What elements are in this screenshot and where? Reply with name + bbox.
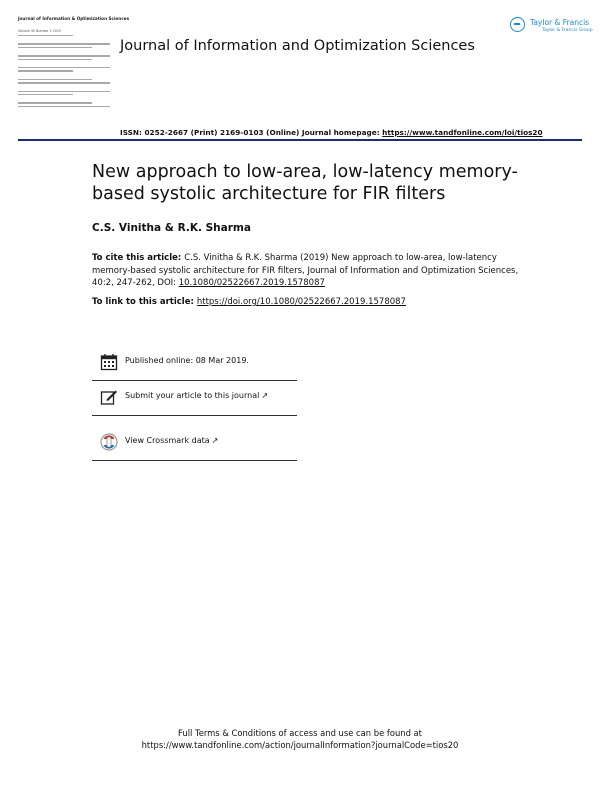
external-link-icon: ↗ xyxy=(261,391,269,400)
cover-line xyxy=(18,106,110,107)
cite-label: To cite this article: xyxy=(92,253,185,263)
publisher-logo[interactable] xyxy=(508,16,593,38)
link-label: To link to this article: xyxy=(92,297,197,307)
logo-brand: Taylor & Francis xyxy=(530,18,590,27)
article-link-line xyxy=(92,297,406,307)
cover-line xyxy=(18,55,110,56)
issn-line xyxy=(120,128,543,137)
crossmark-box[interactable] xyxy=(92,427,297,461)
header-divider xyxy=(18,139,582,141)
cover-title: Journal of Information & Optimization Sciences xyxy=(18,16,130,21)
doi-link[interactable]: 10.1080/02522667.2019.1578087 xyxy=(178,278,325,288)
logo-icon xyxy=(510,17,525,32)
published-online-text: Published online: 08 Mar 2019. xyxy=(125,356,249,365)
cite-text: C.S. Vinitha & R.K. Sharma (2019) New approach to low-area, low-latency memory-based systolic architecture for FIR filters, Journal of Information and Optimization Sciences, 40:2, 247-262, DOI: xyxy=(92,253,519,288)
cover-line xyxy=(18,43,110,44)
journal-name[interactable]: Journal of Information and Optimization Sciences xyxy=(120,38,475,54)
journal-cover-thumbnail[interactable] xyxy=(18,16,130,138)
submit-article-text: Submit your article to this journal xyxy=(125,391,260,400)
footer-terms-link[interactable]: https://www.tandfonline.com/action/journalInformation?journalCode=tios20 xyxy=(141,740,459,750)
submit-article-box[interactable] xyxy=(92,382,297,416)
crossmark-text: View Crossmark data xyxy=(125,436,210,445)
published-online-box xyxy=(92,347,297,381)
crossmark-link[interactable] xyxy=(125,436,218,445)
footer-line-1: Full Terms & Conditions of access and use can be found at xyxy=(178,728,422,738)
journal-homepage-link[interactable]: https://www.tandfonline.com/loi/tios20 xyxy=(382,128,543,137)
edit-icon xyxy=(100,388,118,406)
calendar-icon xyxy=(100,353,118,371)
cover-line xyxy=(18,102,92,103)
external-link-icon: ↗ xyxy=(211,436,219,445)
cover-subtitle: Volume 40 Number 2 2019 xyxy=(18,29,61,33)
article-doi-link[interactable]: https://doi.org/10.1080/02522667.2019.1578087 xyxy=(196,297,406,307)
logo-subtitle: Taylor & Francis Group xyxy=(542,28,593,33)
cover-line xyxy=(18,79,92,80)
issn-text: ISSN: 0252-2667 (Print) 2169-0103 (Online) Journal homepage: xyxy=(120,128,383,137)
cover-line xyxy=(18,91,110,92)
footer xyxy=(0,727,600,751)
crossmark-icon xyxy=(100,433,118,451)
article-title: New approach to low-area, low-latency memory-based systolic architecture for FIR filters xyxy=(92,162,518,204)
submit-article-link[interactable] xyxy=(125,391,268,400)
cover-line xyxy=(18,67,110,68)
article-authors: C.S. Vinitha & R.K. Sharma xyxy=(92,222,251,234)
citation xyxy=(92,252,522,290)
